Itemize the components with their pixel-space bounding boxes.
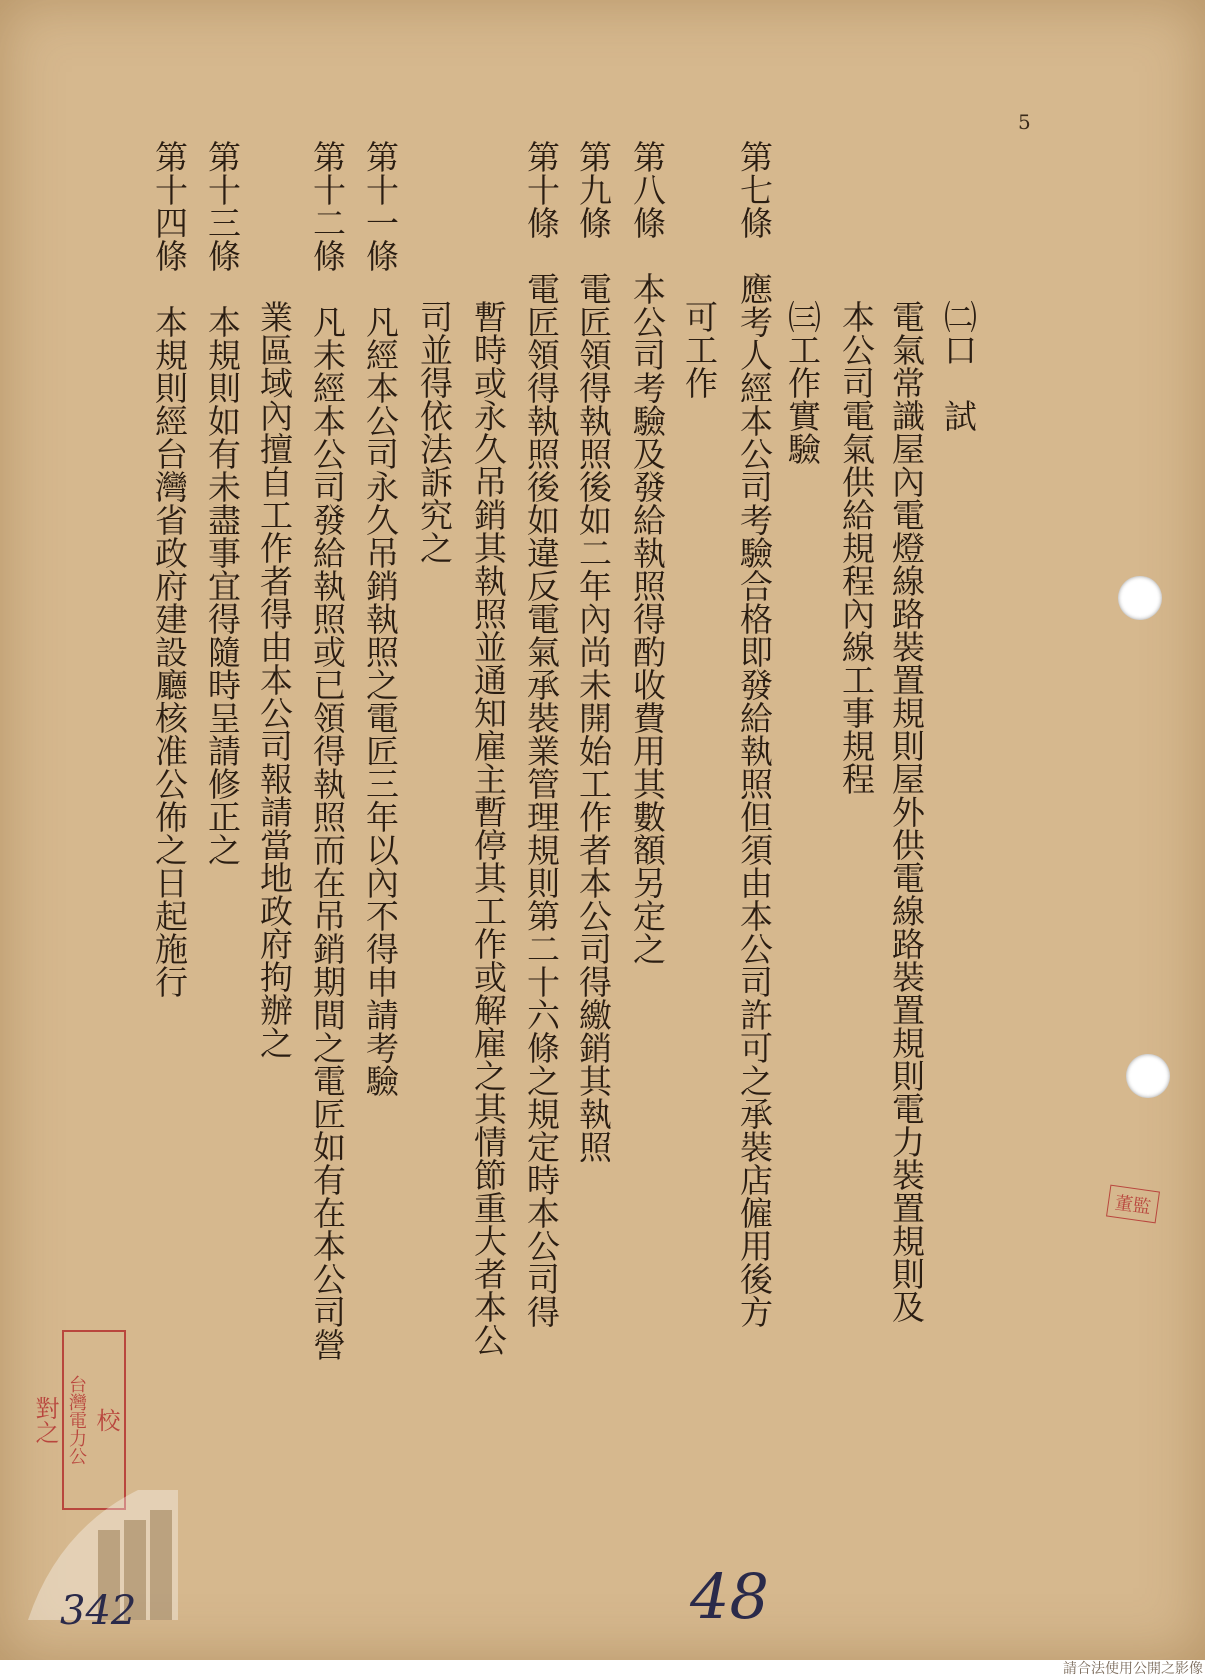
handwritten-mark: 48: [690, 1560, 769, 1633]
text-column: ㈡口 試: [939, 300, 978, 432]
text-column: ㈢工作實驗: [783, 300, 822, 465]
text-column: 暫時或永久吊銷其執照並通知雇主暫停其工作或解雇之其情節重大者本公: [469, 300, 508, 1356]
handwritten-folio: 342: [60, 1588, 137, 1634]
text-column: 第十四條 本規則經台灣省政府建設廳核准公佈之日起施行: [150, 140, 189, 998]
seal-stamp: 董監: [1106, 1185, 1160, 1224]
punch-hole: [1118, 576, 1162, 620]
text-column: 第十二條 凡未經本公司發給執照或已領得執照而在吊銷期間之電匠如有在本公司營: [308, 140, 347, 1361]
text-column: 第九條 電匠領得執照後如二年內尚未開始工作者本公司得繳銷其執照: [574, 140, 613, 1163]
text-column: 第十三條 本規則如有未盡事宜得隨時呈請修正之: [203, 140, 242, 866]
text-column: 可工作: [680, 300, 719, 399]
stamp-text: 台灣電力公: [66, 1375, 87, 1465]
text-column: 第七條 應考人經本公司考驗合格即發給執照但須由本公司許可之承裝店僱用後方: [735, 140, 774, 1328]
usage-watermark: 請合法使用公開之影像: [1063, 1661, 1203, 1677]
text-column: 業區域內擅自工作者得由本公司報請當地政府拘辦之: [255, 300, 294, 1059]
text-column: 第八條 本公司考驗及發給執照得酌收費用其數額另定之: [628, 140, 667, 965]
text-column: 本公司電氣供給規程內線工事規程: [837, 300, 876, 795]
punch-hole: [1126, 1054, 1170, 1098]
text-column: 第十一條 凡經本公司永久吊銷執照之電匠三年以內不得申請考驗: [361, 140, 400, 1097]
stamp-text: 對之: [31, 1396, 59, 1444]
text-column: 電氣常識屋內電燈線路裝置規則屋外供電線路裝置規則電力裝置規則及: [887, 300, 926, 1323]
page-number: 5: [1018, 110, 1031, 134]
text-column: 第十條 電匠領得執照後如違反電氣承裝業管理規則第二十六條之規定時本公司得: [522, 140, 561, 1328]
text-column: 司並得依法訴究之: [415, 300, 454, 564]
stamp-text: 校: [92, 1408, 120, 1432]
